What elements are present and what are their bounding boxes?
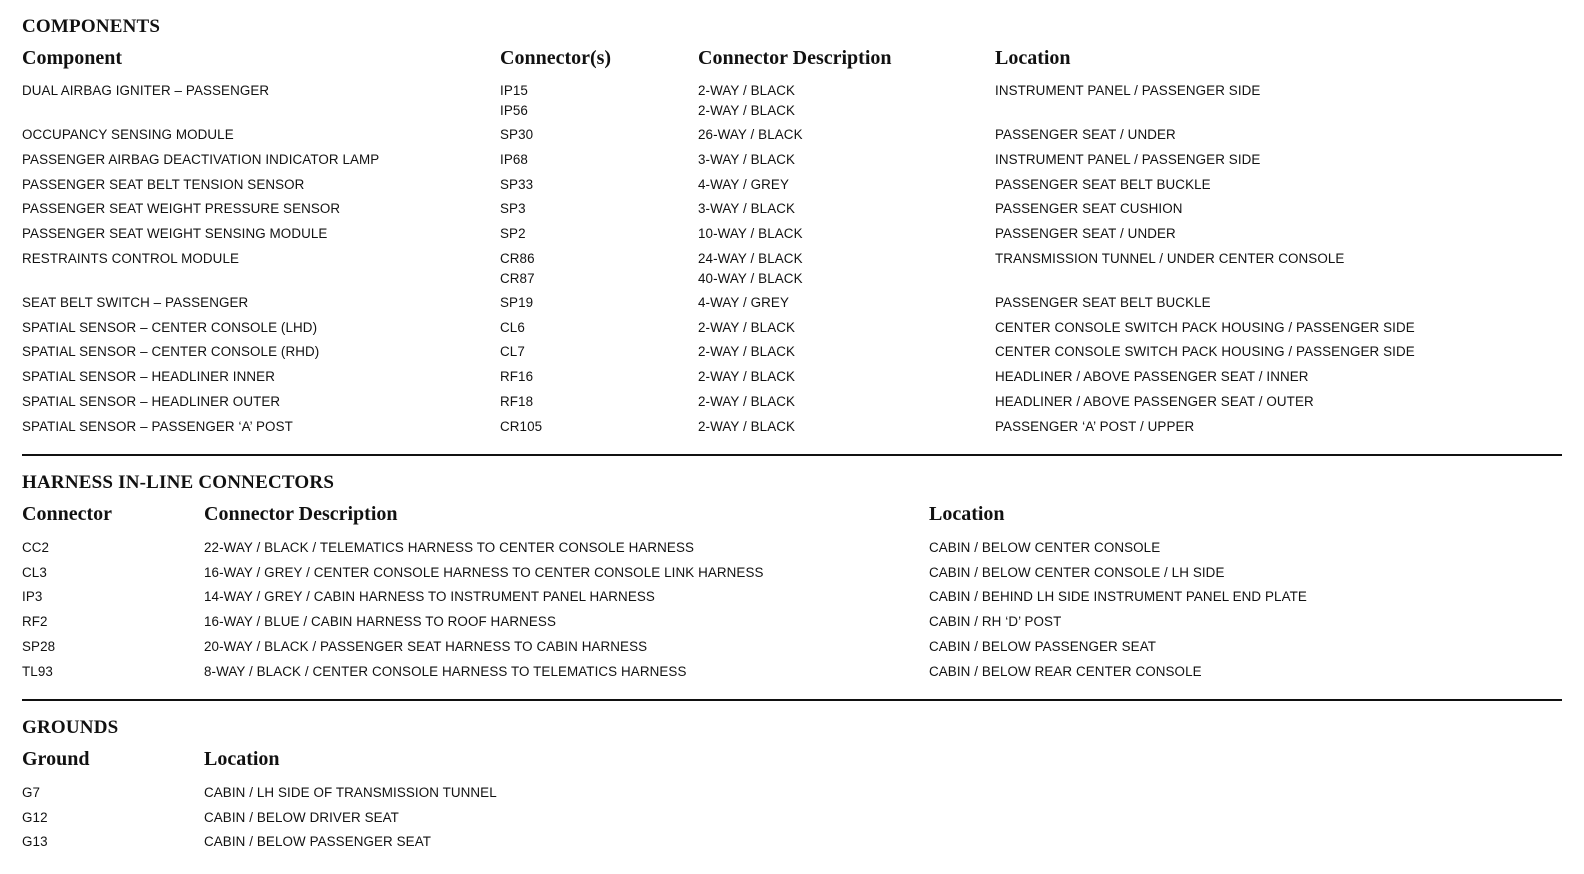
component-name: PASSENGER SEAT BELT TENSION SENSOR — [22, 177, 305, 192]
harness-connector-id: TL93 — [22, 664, 53, 679]
ground-location: CABIN / BELOW DRIVER SEAT — [204, 810, 399, 825]
connector-id: SP3 — [500, 201, 526, 216]
connector-id: SP30 — [500, 127, 534, 142]
component-location: CENTER CONSOLE SWITCH PACK HOUSING / PASSENGER SIDE — [995, 320, 1415, 335]
connector-id: CR105 — [500, 419, 543, 434]
connector-description: 4-WAY / GREY — [698, 177, 789, 192]
component-location: TRANSMISSION TUNNEL / UNDER CENTER CONSOLE — [995, 251, 1345, 266]
component-location: INSTRUMENT PANEL / PASSENGER SIDE — [995, 152, 1261, 167]
ground-id: G12 — [22, 810, 48, 825]
connector-description: 26-WAY / BLACK — [698, 127, 803, 142]
harness-header-connector: Connector — [22, 503, 112, 525]
connector-description: 3-WAY / BLACK — [698, 152, 796, 167]
component-location: PASSENGER SEAT BELT BUCKLE — [995, 295, 1211, 310]
component-location: HEADLINER / ABOVE PASSENGER SEAT / OUTER — [995, 394, 1314, 409]
connector-description: 2-WAY / BLACK — [698, 103, 796, 118]
harness-connector-id: RF2 — [22, 614, 48, 629]
harness-location: CABIN / BELOW CENTER CONSOLE / LH SIDE — [929, 565, 1225, 580]
connector-id: CL6 — [500, 320, 525, 335]
connector-description: 4-WAY / GREY — [698, 295, 789, 310]
component-location: CENTER CONSOLE SWITCH PACK HOUSING / PASSENGER SIDE — [995, 344, 1415, 359]
harness-header-location: Location — [929, 503, 1005, 525]
harness-connector-id: IP3 — [22, 589, 43, 604]
component-connector-descriptions — [698, 249, 803, 289]
ground-id: G7 — [22, 785, 41, 800]
connector-description: 2-WAY / BLACK — [698, 369, 796, 384]
component-name: PASSENGER SEAT WEIGHT SENSING MODULE — [22, 226, 328, 241]
component-name: PASSENGER SEAT WEIGHT PRESSURE SENSOR — [22, 201, 341, 216]
connector-description: 40-WAY / BLACK — [698, 271, 803, 286]
connector-id: SP19 — [500, 295, 534, 310]
component-location: PASSENGER SEAT / UNDER — [995, 226, 1176, 241]
connector-description: 2-WAY / BLACK — [698, 394, 796, 409]
harness-connector-description: 22-WAY / BLACK / TELEMATICS HARNESS TO CENTER CONSOLE HARNESS — [204, 540, 695, 555]
harness-connector-description: 14-WAY / GREY / CABIN HARNESS TO INSTRUMENT PANEL HARNESS — [204, 589, 655, 604]
component-name: DUAL AIRBAG IGNITER – PASSENGER — [22, 83, 270, 98]
connector-description: 2-WAY / BLACK — [698, 83, 796, 98]
harness-connector-id: CL3 — [22, 565, 47, 580]
ground-location: CABIN / LH SIDE OF TRANSMISSION TUNNEL — [204, 785, 497, 800]
connector-description: 3-WAY / BLACK — [698, 201, 796, 216]
harness-connector-id: CC2 — [22, 540, 50, 555]
component-location: PASSENGER ‘A’ POST / UPPER — [995, 419, 1195, 434]
component-name: SPATIAL SENSOR – CENTER CONSOLE (RHD) — [22, 344, 320, 359]
ground-location: CABIN / BELOW PASSENGER SEAT — [204, 834, 432, 849]
section-divider — [22, 454, 1562, 456]
component-location: INSTRUMENT PANEL / PASSENGER SIDE — [995, 83, 1261, 98]
connector-id: IP15 — [500, 83, 528, 98]
harness-location: CABIN / BELOW REAR CENTER CONSOLE — [929, 664, 1202, 679]
harness-location: CABIN / BEHIND LH SIDE INSTRUMENT PANEL END PLATE — [929, 589, 1307, 604]
component-name: SEAT BELT SWITCH – PASSENGER — [22, 295, 249, 310]
connector-id: IP68 — [500, 152, 528, 167]
harness-connector-description: 8-WAY / BLACK / CENTER CONSOLE HARNESS TO TELEMATICS HARNESS — [204, 664, 687, 679]
connector-description: 24-WAY / BLACK — [698, 251, 803, 266]
grounds-header-ground: Ground — [22, 748, 90, 770]
harness-location: CABIN / BELOW PASSENGER SEAT — [929, 639, 1157, 654]
component-location: HEADLINER / ABOVE PASSENGER SEAT / INNER — [995, 369, 1309, 384]
harness-connector-description: 20-WAY / BLACK / PASSENGER SEAT HARNESS TO CABIN HARNESS — [204, 639, 648, 654]
component-name: OCCUPANCY SENSING MODULE — [22, 127, 234, 142]
grounds-section-title: GROUNDS — [22, 717, 119, 738]
component-name: SPATIAL SENSOR – HEADLINER INNER — [22, 369, 275, 384]
connector-id: CR86 — [500, 251, 535, 266]
component-connectors — [500, 249, 535, 289]
harness-header-connector-description: Connector Description — [204, 503, 398, 525]
component-location: PASSENGER SEAT CUSHION — [995, 201, 1183, 216]
connector-description: 2-WAY / BLACK — [698, 419, 796, 434]
component-name: SPATIAL SENSOR – PASSENGER ‘A’ POST — [22, 419, 293, 434]
connector-description: 10-WAY / BLACK — [698, 226, 803, 241]
component-name: PASSENGER AIRBAG DEACTIVATION INDICATOR LAMP — [22, 152, 380, 167]
component-location: PASSENGER SEAT / UNDER — [995, 127, 1176, 142]
section-divider — [22, 699, 1562, 701]
component-name: RESTRAINTS CONTROL MODULE — [22, 251, 240, 266]
component-name: SPATIAL SENSOR – HEADLINER OUTER — [22, 394, 281, 409]
component-name: SPATIAL SENSOR – CENTER CONSOLE (LHD) — [22, 320, 318, 335]
connector-id: IP56 — [500, 103, 528, 118]
components-header-component: Component — [22, 47, 123, 69]
components-header-connectors: Connector(s) — [500, 47, 612, 69]
wiring-reference-page — [22, 0, 1562, 874]
connector-id: RF18 — [500, 394, 534, 409]
component-location: PASSENGER SEAT BELT BUCKLE — [995, 177, 1211, 192]
connector-id: CL7 — [500, 344, 525, 359]
harness-connector-description: 16-WAY / GREY / CENTER CONSOLE HARNESS TO CENTER CONSOLE LINK HARNESS — [204, 565, 764, 580]
grounds-header-location: Location — [204, 748, 280, 770]
component-connectors — [500, 81, 528, 121]
harness-connector-description: 16-WAY / BLUE / CABIN HARNESS TO ROOF HARNESS — [204, 614, 556, 629]
connector-id: SP33 — [500, 177, 534, 192]
connector-description: 2-WAY / BLACK — [698, 320, 796, 335]
components-header-location: Location — [995, 47, 1071, 69]
harness-location: CABIN / BELOW CENTER CONSOLE — [929, 540, 1161, 555]
connector-id: SP2 — [500, 226, 526, 241]
connector-description: 2-WAY / BLACK — [698, 344, 796, 359]
ground-id: G13 — [22, 834, 48, 849]
components-section-title: COMPONENTS — [22, 16, 161, 37]
harness-location: CABIN / RH ‘D’ POST — [929, 614, 1062, 629]
harness-section-title: HARNESS IN-LINE CONNECTORS — [22, 472, 335, 493]
component-connector-descriptions — [698, 81, 795, 121]
connector-id: CR87 — [500, 271, 535, 286]
harness-connector-id: SP28 — [22, 639, 56, 654]
connector-id: RF16 — [500, 369, 534, 384]
components-header-connector-description: Connector Description — [698, 47, 892, 69]
